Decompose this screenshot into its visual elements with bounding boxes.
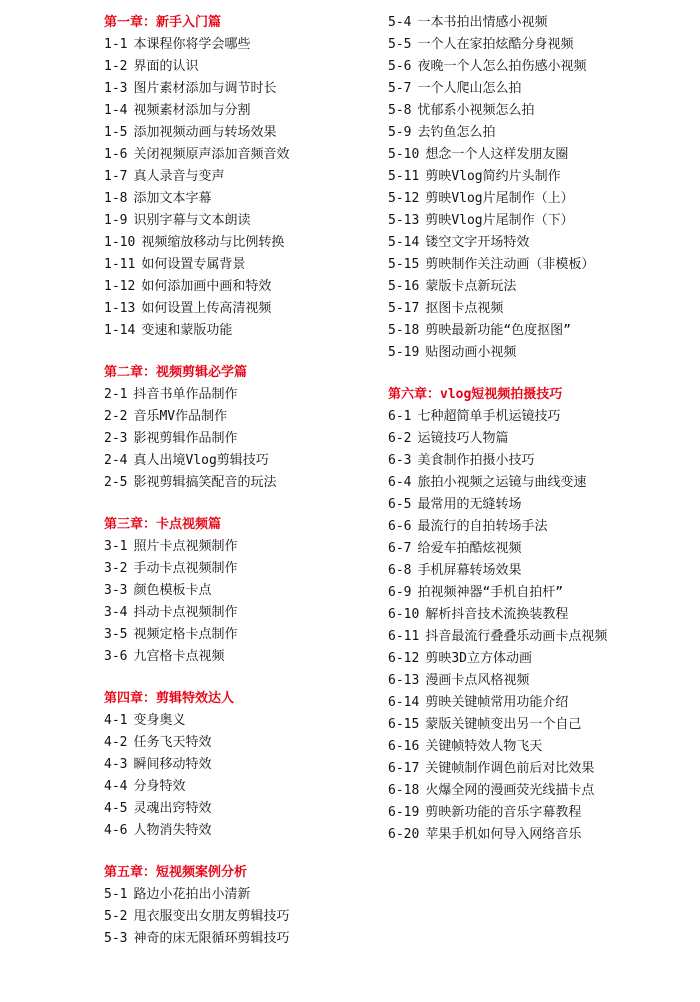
lesson-title: 剪映Vlog片尾制作（下）: [425, 213, 574, 228]
lesson-title: 添加视频动画与转场效果: [133, 125, 277, 140]
lesson-title: 变速和蒙版功能: [141, 323, 233, 338]
lesson-item: [104, 558, 374, 580]
lesson-item: [388, 276, 688, 298]
lesson-number: 3-5: [104, 627, 128, 642]
lesson-title: 图片素材添加与调节时长: [133, 81, 277, 96]
left-column: [104, 12, 374, 970]
lesson-number: 5-6: [388, 59, 412, 74]
lesson-title: 漫画卡点风格视频: [425, 673, 530, 688]
lesson-title: 火爆全网的漫画荧光线描卡点: [425, 783, 595, 798]
lesson-item: [104, 624, 374, 646]
lesson-number: 6-5: [388, 497, 412, 512]
lesson-title: 路边小花拍出小清新: [133, 887, 251, 902]
lesson-title: 苹果手机如何导入网络音乐: [425, 827, 582, 842]
lesson-number: 1-3: [104, 81, 128, 96]
lesson-number: 5-5: [388, 37, 412, 52]
lesson-title: 影视剪辑搞笑配音的玩法: [133, 475, 277, 490]
lesson-item: [104, 384, 374, 406]
lesson-number: 5-17: [388, 301, 420, 316]
lesson-number: 6-4: [388, 475, 412, 490]
chapter-1: [104, 12, 374, 342]
lesson-number: 4-1: [104, 713, 128, 728]
lesson-item: [388, 122, 688, 144]
chapter-5: [104, 862, 374, 950]
lesson-title: 运镜技巧人物篇: [417, 431, 509, 446]
lesson-title: 关键帧特效人物飞天: [425, 739, 543, 754]
lesson-number: 1-8: [104, 191, 128, 206]
chapter-3: [104, 514, 374, 668]
lesson-item: [104, 580, 374, 602]
lesson-title: 剪映Vlog简约片头制作: [425, 169, 561, 184]
lesson-title: 关闭视频原声添加音频音效: [133, 147, 290, 162]
chapter-title: 第六章：vlog短视频拍摄技巧: [388, 387, 563, 402]
lesson-item: [104, 276, 374, 298]
lesson-item: [104, 536, 374, 558]
chapter-2: [104, 362, 374, 494]
lesson-title: 照片卡点视频制作: [133, 539, 238, 554]
lesson-title: 最常用的无缝转场: [417, 497, 522, 512]
lesson-title: 蒙版关键帧变出另一个自己: [425, 717, 582, 732]
chapter-title: 第二章：视频剪辑必学篇: [104, 365, 248, 380]
lesson-title: 剪映3D立方体动画: [425, 651, 532, 666]
lesson-title: 人物消失特效: [133, 823, 212, 838]
lesson-item: [104, 188, 374, 210]
lesson-number: 1-14: [104, 323, 136, 338]
lesson-title: 一本书拍出情感小视频: [417, 15, 548, 30]
lesson-item: [388, 780, 688, 802]
lesson-number: 4-4: [104, 779, 128, 794]
lesson-title: 剪映最新功能“色度抠图”: [425, 323, 571, 338]
lesson-item: [388, 516, 688, 538]
lesson-number: 5-14: [388, 235, 420, 250]
lesson-number: 6-19: [388, 805, 420, 820]
lesson-item: [388, 34, 688, 56]
lesson-item: [104, 820, 374, 842]
lesson-title: 灵魂出窍特效: [133, 801, 212, 816]
lesson-item: [388, 78, 688, 100]
lesson-item: [104, 254, 374, 276]
lesson-number: 1-4: [104, 103, 128, 118]
lesson-item: [104, 906, 374, 928]
lesson-item: [388, 692, 688, 714]
lesson-title: 影视剪辑作品制作: [133, 431, 238, 446]
lesson-item: [388, 342, 688, 364]
lesson-number: 5-10: [388, 147, 420, 162]
lesson-number: 2-3: [104, 431, 128, 446]
chapter-title: 第一章：新手入门篇: [104, 15, 222, 30]
lesson-title: 视频素材添加与分割: [133, 103, 251, 118]
lesson-number: 4-3: [104, 757, 128, 772]
lesson-title: 任务飞天特效: [133, 735, 212, 750]
lesson-title: 添加文本字幕: [133, 191, 212, 206]
lesson-number: 6-9: [388, 585, 412, 600]
lesson-title: 抠图卡点视频: [425, 301, 504, 316]
lesson-title: 忧郁系小视频怎么拍: [417, 103, 535, 118]
lesson-number: 6-6: [388, 519, 412, 534]
lesson-number: 5-8: [388, 103, 412, 118]
lesson-number: 1-9: [104, 213, 128, 228]
lesson-item: [388, 670, 688, 692]
lesson-number: 6-16: [388, 739, 420, 754]
chapter-5-continued: [388, 12, 688, 364]
lesson-title: 剪映制作关注动画（非模板）: [425, 257, 595, 272]
lesson-item: [388, 56, 688, 78]
lesson-title: 真人录音与变声: [133, 169, 225, 184]
lesson-number: 4-5: [104, 801, 128, 816]
lesson-number: 6-18: [388, 783, 420, 798]
lesson-item: [104, 472, 374, 494]
lesson-number: 2-4: [104, 453, 128, 468]
lesson-item: [104, 100, 374, 122]
lesson-item: [388, 298, 688, 320]
lesson-item: [388, 406, 688, 428]
lesson-item: [388, 626, 688, 648]
lesson-title: 一个人在家拍炫酷分身视频: [417, 37, 574, 52]
lesson-item: [388, 758, 688, 780]
lesson-number: 5-16: [388, 279, 420, 294]
chapter-title: 第三章：卡点视频篇: [104, 517, 222, 532]
lesson-item: [388, 320, 688, 342]
lesson-number: 6-15: [388, 717, 420, 732]
lesson-number: 5-9: [388, 125, 412, 140]
lesson-item: [104, 210, 374, 232]
lesson-number: 6-2: [388, 431, 412, 446]
lesson-title: 去钓鱼怎么拍: [417, 125, 496, 140]
lesson-number: 6-3: [388, 453, 412, 468]
lesson-item: [104, 732, 374, 754]
lesson-item: [104, 450, 374, 472]
lesson-number: 6-13: [388, 673, 420, 688]
chapter-6: [388, 384, 688, 846]
lesson-number: 1-11: [104, 257, 136, 272]
lesson-item: [104, 646, 374, 668]
lesson-title: 给爱车拍酷炫视频: [417, 541, 522, 556]
lesson-item: [388, 538, 688, 560]
lesson-title: 音乐MV作品制作: [133, 409, 228, 424]
lesson-number: 5-7: [388, 81, 412, 96]
lesson-item: [388, 472, 688, 494]
lesson-title: 夜晚一个人怎么拍伤感小视频: [417, 59, 587, 74]
chapter-title: 第四章：剪辑特效达人: [104, 691, 235, 706]
lesson-title: 视频缩放移动与比例转换: [141, 235, 285, 250]
lesson-item: [104, 710, 374, 732]
lesson-number: 4-6: [104, 823, 128, 838]
lesson-item: [104, 122, 374, 144]
lesson-item: [388, 232, 688, 254]
lesson-item: [388, 450, 688, 472]
lesson-title: 神奇的床无限循环剪辑技巧: [133, 931, 290, 946]
lesson-item: [388, 210, 688, 232]
lesson-number: 5-2: [104, 909, 128, 924]
lesson-number: 6-12: [388, 651, 420, 666]
chapter-4: [104, 688, 374, 842]
lesson-item: [104, 232, 374, 254]
lesson-number: 3-4: [104, 605, 128, 620]
lesson-number: 1-10: [104, 235, 136, 250]
lesson-title: 九宫格卡点视频: [133, 649, 225, 664]
lesson-title: 美食制作拍摄小技巧: [417, 453, 535, 468]
lesson-item: [388, 254, 688, 276]
lesson-title: 分身特效: [133, 779, 186, 794]
lesson-number: 5-12: [388, 191, 420, 206]
lesson-title: 颜色模板卡点: [133, 583, 212, 598]
lesson-item: [104, 320, 374, 342]
lesson-number: 3-2: [104, 561, 128, 576]
lesson-item: [104, 776, 374, 798]
lesson-title: 旅拍小视频之运镜与曲线变速: [417, 475, 587, 490]
lesson-item: [104, 928, 374, 950]
lesson-title: 真人出境Vlog剪辑技巧: [133, 453, 269, 468]
lesson-number: 6-20: [388, 827, 420, 842]
lesson-number: 6-7: [388, 541, 412, 556]
lesson-item: [388, 144, 688, 166]
lesson-title: 拍视频神器“手机自拍杆”: [417, 585, 564, 600]
lesson-item: [104, 78, 374, 100]
lesson-item: [388, 188, 688, 210]
lesson-number: 5-11: [388, 169, 420, 184]
lesson-number: 3-6: [104, 649, 128, 664]
lesson-item: [388, 560, 688, 582]
lesson-item: [388, 100, 688, 122]
lesson-title: 瞬间移动特效: [133, 757, 212, 772]
lesson-item: [104, 884, 374, 906]
lesson-title: 关键帧制作调色前后对比效果: [425, 761, 595, 776]
lesson-number: 3-1: [104, 539, 128, 554]
lesson-number: 2-2: [104, 409, 128, 424]
lesson-number: 1-6: [104, 147, 128, 162]
lesson-title: 剪映Vlog片尾制作（上）: [425, 191, 574, 206]
lesson-item: [388, 12, 688, 34]
lesson-item: [104, 166, 374, 188]
lesson-number: 6-14: [388, 695, 420, 710]
lesson-number: 6-10: [388, 607, 420, 622]
lesson-title: 贴图动画小视频: [425, 345, 517, 360]
lesson-title: 镂空文字开场特效: [425, 235, 530, 250]
lesson-item: [388, 736, 688, 758]
lesson-title: 手机屏幕转场效果: [417, 563, 522, 578]
lesson-number: 5-18: [388, 323, 420, 338]
lesson-title: 界面的认识: [133, 59, 199, 74]
lesson-number: 1-2: [104, 59, 128, 74]
lesson-title: 甩衣服变出女朋友剪辑技巧: [133, 909, 290, 924]
lesson-title: 想念一个人这样发朋友圈: [425, 147, 569, 162]
lesson-item: [388, 714, 688, 736]
lesson-item: [388, 802, 688, 824]
lesson-item: [104, 144, 374, 166]
lesson-item: [388, 582, 688, 604]
lesson-number: 6-1: [388, 409, 412, 424]
lesson-item: [104, 298, 374, 320]
lesson-item: [104, 798, 374, 820]
lesson-number: 2-5: [104, 475, 128, 490]
lesson-item: [104, 602, 374, 624]
lesson-title: 抖音最流行叠叠乐动画卡点视频: [425, 629, 608, 644]
lesson-number: 5-19: [388, 345, 420, 360]
lesson-title: 手动卡点视频制作: [133, 561, 238, 576]
lesson-number: 1-5: [104, 125, 128, 140]
lesson-item: [388, 824, 688, 846]
lesson-number: 5-15: [388, 257, 420, 272]
lesson-number: 5-1: [104, 887, 128, 902]
lesson-title: 如何添加画中画和特效: [141, 279, 272, 294]
lesson-title: 七种超简单手机运镜技巧: [417, 409, 561, 424]
lesson-title: 视频定格卡点制作: [133, 627, 238, 642]
lesson-number: 6-8: [388, 563, 412, 578]
lesson-title: 抖动卡点视频制作: [133, 605, 238, 620]
lesson-item: [104, 754, 374, 776]
lesson-number: 3-3: [104, 583, 128, 598]
lesson-number: 6-11: [388, 629, 420, 644]
lesson-item: [104, 56, 374, 78]
lesson-number: 1-7: [104, 169, 128, 184]
lesson-title: 本课程你将学会哪些: [133, 37, 251, 52]
lesson-number: 1-12: [104, 279, 136, 294]
lesson-number: 5-4: [388, 15, 412, 30]
lesson-title: 剪映新功能的音乐字幕教程: [425, 805, 582, 820]
lesson-item: [388, 604, 688, 626]
chapter-title: 第五章：短视频案例分析: [104, 865, 248, 880]
lesson-number: 1-1: [104, 37, 128, 52]
lesson-title: 一个人爬山怎么拍: [417, 81, 522, 96]
lesson-item: [104, 428, 374, 450]
lesson-item: [388, 494, 688, 516]
right-column: [388, 12, 688, 866]
lesson-number: 1-13: [104, 301, 136, 316]
lesson-title: 蒙版卡点新玩法: [425, 279, 517, 294]
lesson-item: [104, 406, 374, 428]
lesson-number: 4-2: [104, 735, 128, 750]
lesson-title: 解析抖音技术流换装教程: [425, 607, 569, 622]
lesson-title: 剪映关键帧常用功能介绍: [425, 695, 569, 710]
lesson-item: [388, 428, 688, 450]
lesson-number: 6-17: [388, 761, 420, 776]
lesson-title: 抖音书单作品制作: [133, 387, 238, 402]
lesson-title: 变身奥义: [133, 713, 186, 728]
lesson-title: 识别字幕与文本朗读: [133, 213, 251, 228]
lesson-title: 如何设置上传高清视频: [141, 301, 272, 316]
lesson-number: 5-13: [388, 213, 420, 228]
lesson-item: [104, 34, 374, 56]
lesson-title: 如何设置专属背景: [141, 257, 246, 272]
lesson-item: [388, 648, 688, 670]
lesson-title: 最流行的自拍转场手法: [417, 519, 548, 534]
lesson-number: 2-1: [104, 387, 128, 402]
lesson-item: [388, 166, 688, 188]
lesson-number: 5-3: [104, 931, 128, 946]
